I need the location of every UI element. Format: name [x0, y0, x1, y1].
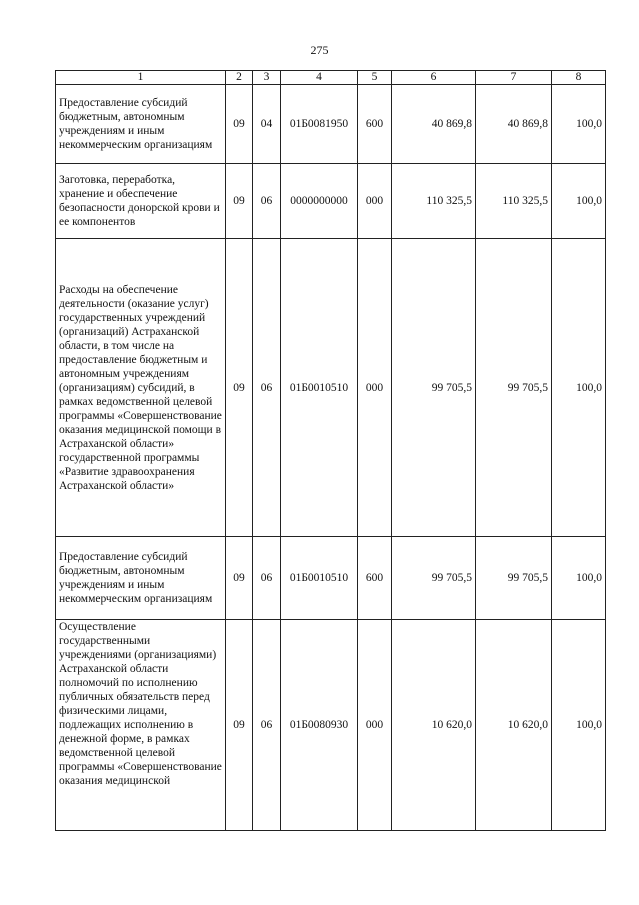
planned-amount: 99 705,5 [392, 239, 476, 537]
table-row [56, 537, 606, 620]
expense-type-code: 600 [358, 85, 392, 164]
expense-type-code: 600 [358, 537, 392, 620]
executed-amount: 110 325,5 [476, 164, 552, 239]
table-row [56, 239, 606, 537]
column-header: 3 [253, 71, 281, 85]
section-code: 09 [226, 537, 253, 620]
expense-type-code: 000 [358, 239, 392, 537]
table-row [56, 85, 606, 164]
target-article-code: 01Б0010510 [281, 239, 358, 537]
column-header: 8 [552, 71, 606, 85]
subsection-code: 06 [253, 620, 281, 831]
subsection-code: 06 [253, 239, 281, 537]
execution-percent: 100,0 [552, 85, 606, 164]
row-description: Осуществление государственными учреждениями (организациями) Астраханской области полномочий по исполнению публичных обязательств перед физическими лицами, подлежащих исполнению в денежной форме, в рамках ведомственной целевой программы «Совершенствование оказания медицинской [56, 620, 226, 831]
section-code: 09 [226, 620, 253, 831]
column-header: 2 [226, 71, 253, 85]
subsection-code: 04 [253, 85, 281, 164]
section-code: 09 [226, 164, 253, 239]
planned-amount: 99 705,5 [392, 537, 476, 620]
table-row [56, 620, 606, 831]
target-article-code: 0000000000 [281, 164, 358, 239]
target-article-code: 01Б0080930 [281, 620, 358, 831]
row-description: Заготовка, переработка, хранение и обеспечение безопасности донорской крови и ее компонентов [56, 164, 226, 239]
column-header: 7 [476, 71, 552, 85]
column-header: 6 [392, 71, 476, 85]
expense-type-code: 000 [358, 164, 392, 239]
execution-percent: 100,0 [552, 164, 606, 239]
planned-amount: 110 325,5 [392, 164, 476, 239]
budget-table [55, 70, 606, 831]
executed-amount: 40 869,8 [476, 85, 552, 164]
column-header: 4 [281, 71, 358, 85]
section-code: 09 [226, 85, 253, 164]
planned-amount: 40 869,8 [392, 85, 476, 164]
execution-percent: 100,0 [552, 239, 606, 537]
column-header: 1 [56, 71, 226, 85]
executed-amount: 99 705,5 [476, 537, 552, 620]
subsection-code: 06 [253, 164, 281, 239]
table-header-row [56, 71, 606, 85]
executed-amount: 10 620,0 [476, 620, 552, 831]
table-row [56, 164, 606, 239]
planned-amount: 10 620,0 [392, 620, 476, 831]
column-header: 5 [358, 71, 392, 85]
page-number: 275 [310, 43, 329, 57]
row-description: Предоставление субсидий бюджетным, автономным учреждениям и иным некоммерческим организациям [56, 85, 226, 164]
expense-type-code: 000 [358, 620, 392, 831]
target-article-code: 01Б0010510 [281, 537, 358, 620]
subsection-code: 06 [253, 537, 281, 620]
executed-amount: 99 705,5 [476, 239, 552, 537]
execution-percent: 100,0 [552, 620, 606, 831]
row-description: Предоставление субсидий бюджетным, автономным учреждениям и иным некоммерческим организациям [56, 537, 226, 620]
row-description: Расходы на обеспечение деятельности (оказание услуг) государственных учреждений (организаций) Астраханской области, в том числе на предоставление бюджетным и автономным учреждениям (организациям) субсидий, в рамках ведомственной целевой программы «Совершенствование оказания медицинской помощи в Астраханской области» государственной программы «Развитие здравоохранения Астраханской области» [56, 239, 226, 537]
execution-percent: 100,0 [552, 537, 606, 620]
section-code: 09 [226, 239, 253, 537]
target-article-code: 01Б0081950 [281, 85, 358, 164]
